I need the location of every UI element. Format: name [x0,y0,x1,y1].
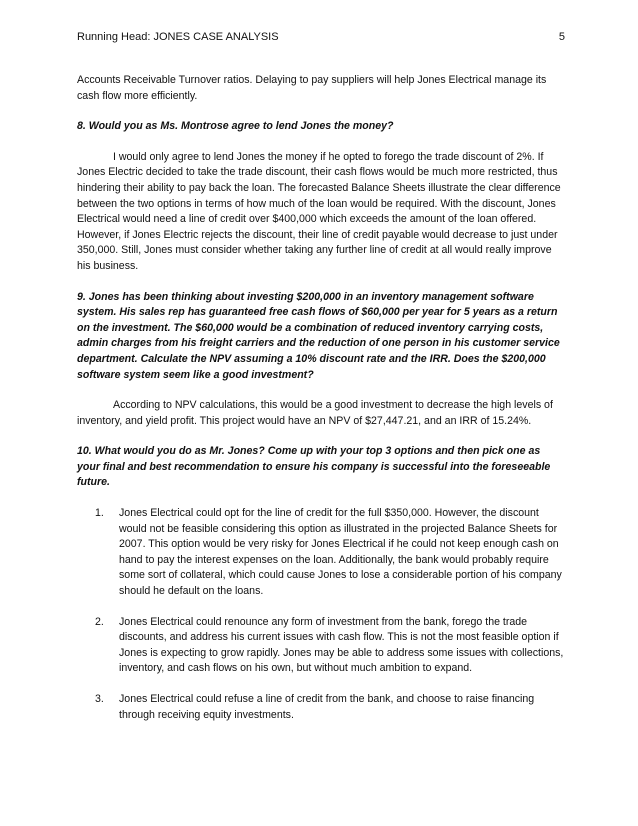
document-body [77,73,565,738]
page-number: 5 [558,31,565,43]
answer-8: I would only agree to lend Jones the money if he opted to forego the trade discount of 2%. If Jones Electric decided to take the trade discount, their cash flows would be much more restricted, thus hindering their ability to pay back the loan. The forecasted Balance Sheets illustrate the clear difference between the two options in terms of how much of the loan would be required. With the discount, Jones Electrical would need a line of credit over $400,000 which exceeds the amount of the loan offered. However, if Jones Electric rejects the discount, their line of credit payable would decrease to just under 350,000. Still, Jones must consider whether taking any further line of credit at all would really improve his business. [77,150,561,272]
list-item-number: 1. [95,507,104,520]
list-item-text: Jones Electrical could renounce any form of investment from the bank, forego the trade discounts, and address his current issues with cash flow. This is not the most feasible option if Jones is expecting to grow rapidly. Jones may be able to address some issues with collections, inventory, and cash flows on his own, but without much ambition to expand. [119,615,564,675]
options-list [77,506,565,723]
list-item [95,615,565,677]
list-item-number: 3. [95,693,104,705]
running-head: Running Head: JONES CASE ANALYSIS [77,31,279,43]
list-item [95,506,565,600]
list-item [95,692,565,723]
answer-9: According to NPV calculations, this would be a good investment to decrease the high levels of inventory, and yield profit. This project would have an NPV of $27,447.21, and an IRR of 15.24%. [77,399,553,427]
question-9: 9. Jones has been thinking about investing $200,000 in an inventory management software system. His sales rep has guaranteed free cash flows of $60,000 per year for 5 years as a return on the investment. The $60,000 would be a combination of reduced inventory carrying costs, admin charges from his freight carriers and the reduction of one person in his customer service department. Calculate the NPV assuming a 10% discount rate and the IRR. Does the $200,000 software system seem like a good investment? [77,290,560,381]
list-item-text: Jones Electrical could opt for the line of credit for the full $350,000. However, the discount would not be feasible considering this option as illustrated in the projected Balance Sheets for 2007. This option would be very risky for Jones Electrical if he could not keep enough cash on hand to pay the interest expenses on the loan. Additionally, the bank would probably require some sort of collateral, which could cause Jones to lose a considerable portion of his company should he default on the loans. [119,507,562,598]
page-header [77,30,565,44]
question-10: 10. What would you do as Mr. Jones? Come up with your top 3 options and then pick one as your final and best recommendation to ensure his company is successful into the foreseeable future. [77,445,551,489]
list-item-number: 2. [95,615,104,628]
intro-paragraph: Accounts Receivable Turnover ratios. Delaying to pay suppliers will help Jones Electrical manage its cash flow more efficiently. [77,74,547,102]
list-item-text: Jones Electrical could refuse a line of credit from the bank, and choose to raise financing through receiving equity investments. [119,693,535,721]
question-8: 8. Would you as Ms. Montrose agree to lend Jones the money? [77,120,394,133]
